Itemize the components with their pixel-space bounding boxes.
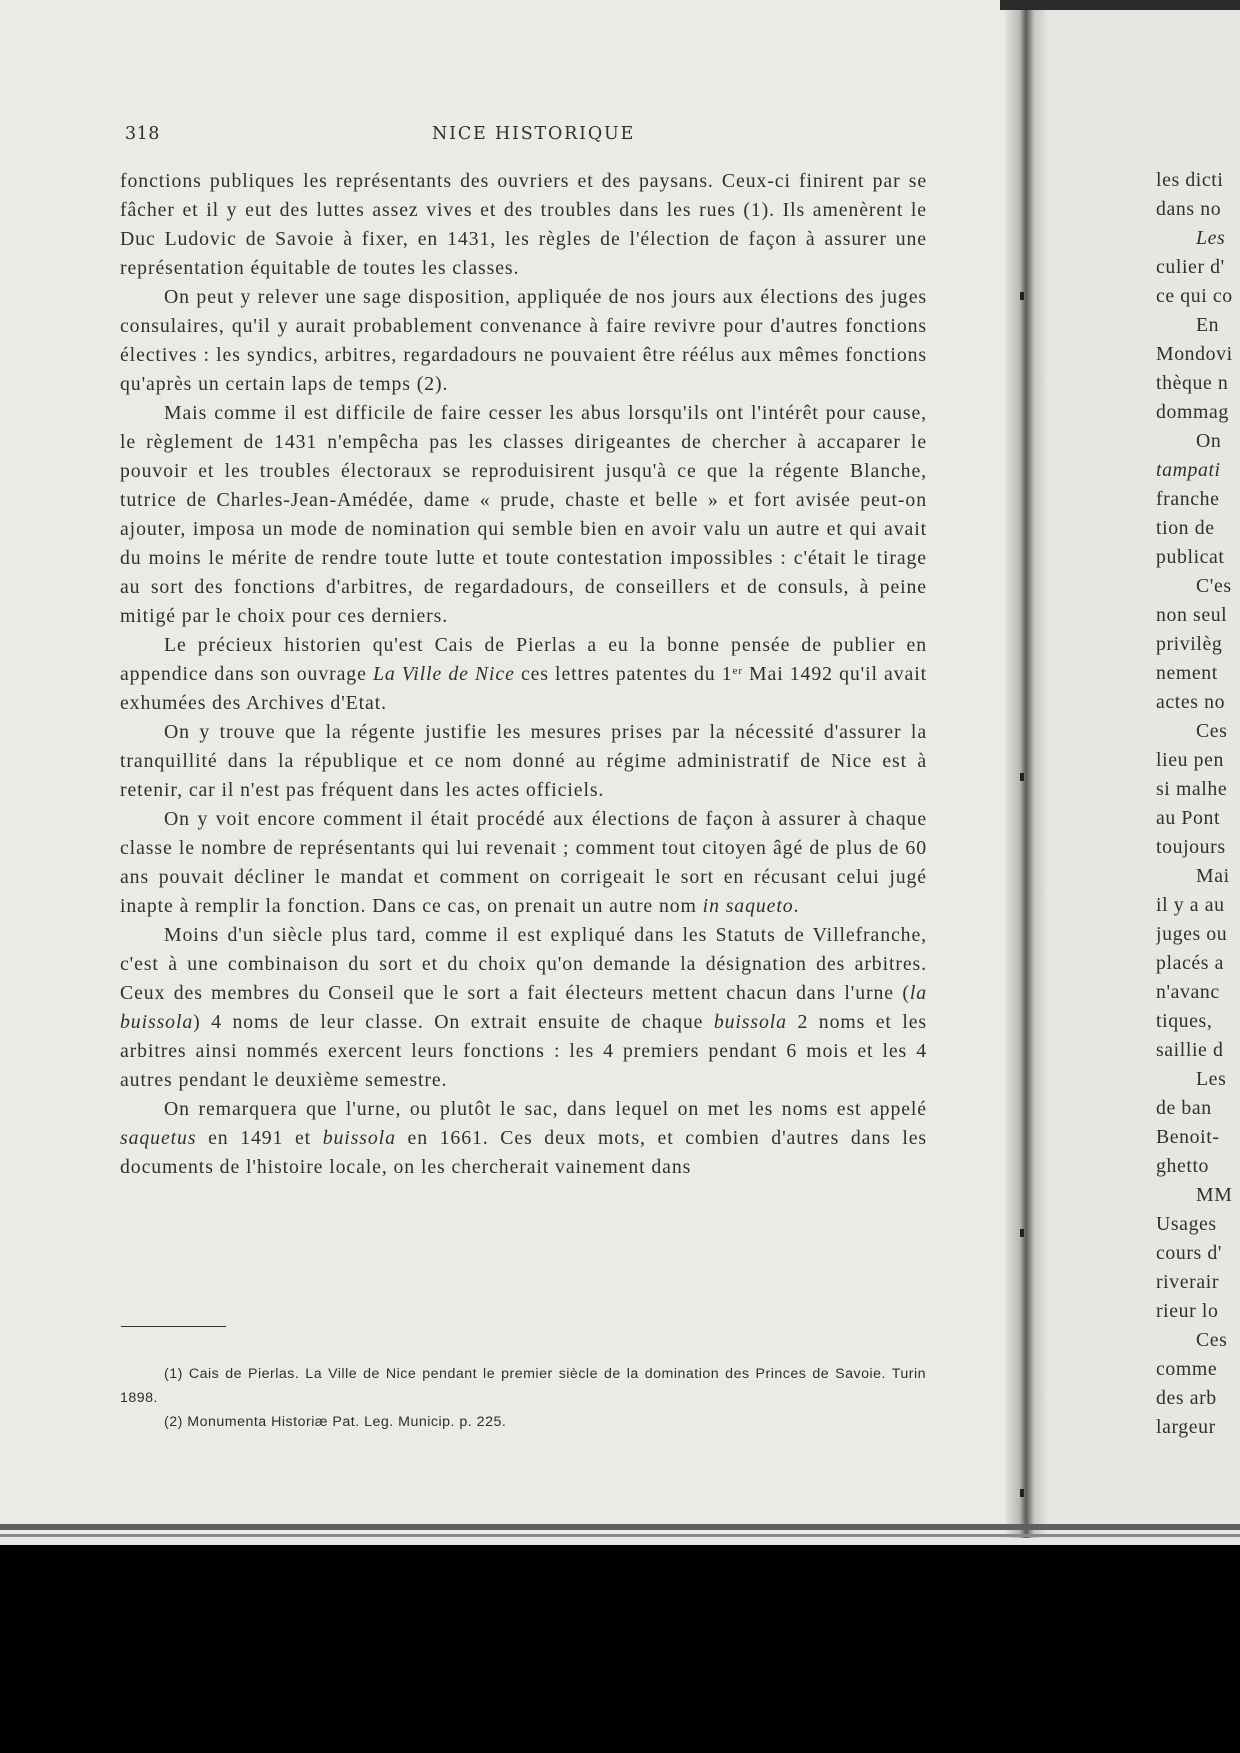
right-page-line: actes no	[1156, 691, 1226, 713]
right-page-line: si malhe	[1156, 778, 1228, 800]
paragraph-6	[120, 805, 927, 921]
right-page-line: thèque n	[1156, 372, 1229, 394]
paragraph-8-text-c: en 1661. Ces deux mots, et combien d'autres dans les documents de l'histoire locale, on les chercherait vainement dans	[120, 1127, 928, 1178]
right-page-line: ce qui co	[1156, 285, 1233, 307]
paragraph-7-text-a: Moins d'un siècle plus tard, comme il est expliqué dans les Statuts de Villefranche, c'est à une combinaison du sort et du choix qu'on demande la désignation des arbitres. Ceux des membres du Conseil que le sort a fait électeurs mettent chacun dans l'urne (	[120, 924, 927, 1004]
paragraph-6-text-b: .	[793, 895, 800, 917]
paragraph-4-text-c: Mai 1492 qu'il avait exhumées des Archives d'Etat.	[120, 663, 928, 714]
term-italic-1: la buissola	[120, 982, 927, 1033]
book-gutter	[1005, 0, 1047, 1538]
binding-mark	[1020, 1229, 1024, 1237]
scan-bottom-edge	[0, 1524, 1240, 1530]
ordinal-superscript: er	[732, 665, 743, 677]
running-title: NICE HISTORIQUE	[432, 124, 636, 144]
term-italic-3: saquetus	[120, 1127, 197, 1149]
right-page-line: de ban	[1156, 1097, 1212, 1119]
right-page-line: n'avanc	[1156, 981, 1220, 1003]
footnote-1: (1) Cais de Pierlas. La Ville de Nice pendant le premier siècle de la domination des Princes de Savoie. Turin 1898.	[120, 1366, 926, 1406]
right-page-line: dommag	[1156, 401, 1229, 423]
paragraph-2: On peut y relever une sage disposition, appliquée de nos jours aux élections des juges consulaires, qu'il y aurait probablement convenance à faire revivre pour d'autres fonctions électives : les syndics, arbitres, regardadours ne pouvaient être réélus aux mêmes fonctions qu'après un certain laps de temps (2).	[120, 286, 927, 395]
page-number: 318	[125, 124, 160, 144]
right-page-line: culier d'	[1156, 256, 1225, 278]
footnotes	[120, 1362, 926, 1434]
scan-bottom-edge-line	[0, 1534, 1240, 1537]
right-page-line: dans no	[1156, 198, 1222, 220]
right-page-line: au Pont	[1156, 807, 1221, 829]
body-text	[120, 167, 927, 1182]
paragraph-5: On y trouve que la régente justifie les mesures prises par la nécessité d'assurer la tranquillité dans la république et ce nom donné au régime administratif de Nice est à retenir, car il n'est pas fréquent dans les actes officiels.	[120, 721, 927, 801]
right-page-line: Ces	[1196, 720, 1228, 742]
right-page-line: les dicti	[1156, 169, 1224, 191]
right-page-line: juges ou	[1156, 923, 1228, 945]
paragraph-4	[120, 631, 927, 718]
right-page-line: comme	[1156, 1358, 1218, 1380]
paragraph-6-text-a: On y voit encore comment il était procédé aux élections de façon à assurer à chaque classe le nombre de représentants qui lui revenait ; comment tout citoyen âgé de plus de 60 ans pouvait décliner le mandat et comment on corrigeait le sort en récusant celui jugé inapte à remplir la fonction. Dans ce cas, on prenait un autre nom	[120, 808, 927, 917]
paragraph-8-text-a: On remarquera que l'urne, ou plutôt le sac, dans lequel on met les noms est appelé	[164, 1098, 927, 1120]
right-page-line: Les	[1196, 227, 1226, 249]
right-page-line: ghetto	[1156, 1155, 1210, 1177]
right-page-line: publicat	[1156, 546, 1225, 568]
right-page-line: rieur lo	[1156, 1300, 1219, 1322]
right-page-line: On	[1196, 430, 1222, 452]
right-page-line: non seul	[1156, 604, 1228, 626]
binding-mark	[1020, 773, 1024, 781]
right-page-line: En	[1196, 314, 1220, 336]
term-italic-2: buissola	[713, 1011, 787, 1033]
right-page-line: largeur	[1156, 1416, 1216, 1438]
paragraph-7	[120, 921, 927, 1095]
right-page-line: il y a au	[1156, 894, 1225, 916]
binding-mark	[1020, 292, 1024, 300]
right-page-line: placés a	[1156, 952, 1224, 974]
right-page-line: riverair	[1156, 1271, 1220, 1293]
paragraph-1: fonctions publiques les représentants des ouvriers et des paysans. Ceux-ci finirent par se fâcher et il y eut des luttes assez vives et des troubles dans les rues (1). Ils amenèrent le Duc Ludovic de Savoie à fixer, en 1431, les règles de l'élection de façon à assurer une représentation équitable de toutes les classes.	[120, 170, 927, 279]
right-page-line: Usages	[1156, 1213, 1217, 1235]
binding-mark	[1020, 1489, 1024, 1497]
right-page-line: Les	[1196, 1068, 1227, 1090]
right-page-line: tampati	[1156, 459, 1221, 481]
right-page-line: privilèg	[1156, 633, 1223, 655]
right-page-line: Mai	[1196, 865, 1230, 887]
right-page-line: Mondovi	[1156, 343, 1233, 365]
right-page-line: Benoit-	[1156, 1126, 1220, 1148]
paragraph-7-text-c: 2 noms et les arbitres ainsi nommés exercent leurs fonctions : les 4 premiers pendant 6 mois et les 4 autres pendant le deuxième semestre.	[120, 1011, 928, 1091]
right-page-text	[1156, 166, 1240, 1442]
right-page-line: tion de	[1156, 517, 1215, 539]
paragraph-4-text-b: ces lettres patentes du 1	[514, 663, 733, 685]
right-page-line: tiques,	[1156, 1010, 1213, 1032]
paragraph-3: Mais comme il est difficile de faire cesser les abus lorsqu'ils ont l'intérêt pour cause, le règlement de 1431 n'empêcha pas les classes dirigeantes de chercher à accaparer le pouvoir et les troubles électoraux se reproduisirent jusqu'à ce que la régente Blanche, tutrice de Charles-Jean-Amédée, dame « prude, chaste et belle » et fort avisée peut-on ajouter, imposa un mode de nomination qui semble bien en avoir valu un autre et qui avait du moins le mérite de rendre toute lutte et toute contestation impossibles : c'était le tirage au sort des fonctions d'arbitres, de regardadours, de conseillers et de consuls, à peine mitigé par le choix pour ces derniers.	[120, 402, 927, 627]
right-page-line: lieu pen	[1156, 749, 1224, 771]
right-page-line: toujours	[1156, 836, 1226, 858]
right-page-line: nement	[1156, 662, 1218, 684]
paragraph-7-text-b: ) 4 noms de leur classe. On extrait ensuite de chaque	[193, 1011, 714, 1033]
right-page-line: Ces	[1196, 1329, 1228, 1351]
right-page-line: C'es	[1196, 575, 1232, 597]
paragraph-8	[120, 1095, 927, 1182]
paragraph-8-text-b: en 1491 et	[196, 1127, 323, 1149]
right-page-line: saillie d	[1156, 1039, 1224, 1061]
term-italic-4: buissola	[322, 1127, 396, 1149]
paragraph-4-text-a: Le précieux historien qu'est Cais de Pierlas a eu la bonne pensée de publier en appendice dans son ouvrage	[120, 634, 927, 685]
book-title-italic: La Ville de Nice	[372, 663, 515, 685]
latin-term-italic: in saqueto	[702, 895, 794, 917]
page-edge-shadow	[1000, 0, 1240, 10]
footnote-2: (2) Monumenta Historiæ Pat. Leg. Municip. p. 225.	[164, 1414, 507, 1430]
footnote-separator	[121, 1326, 226, 1327]
right-page-line: cours d'	[1156, 1242, 1223, 1264]
right-page-line: MM	[1196, 1184, 1233, 1206]
right-page-line: franche	[1156, 488, 1220, 510]
right-page-line: des arb	[1156, 1387, 1217, 1409]
